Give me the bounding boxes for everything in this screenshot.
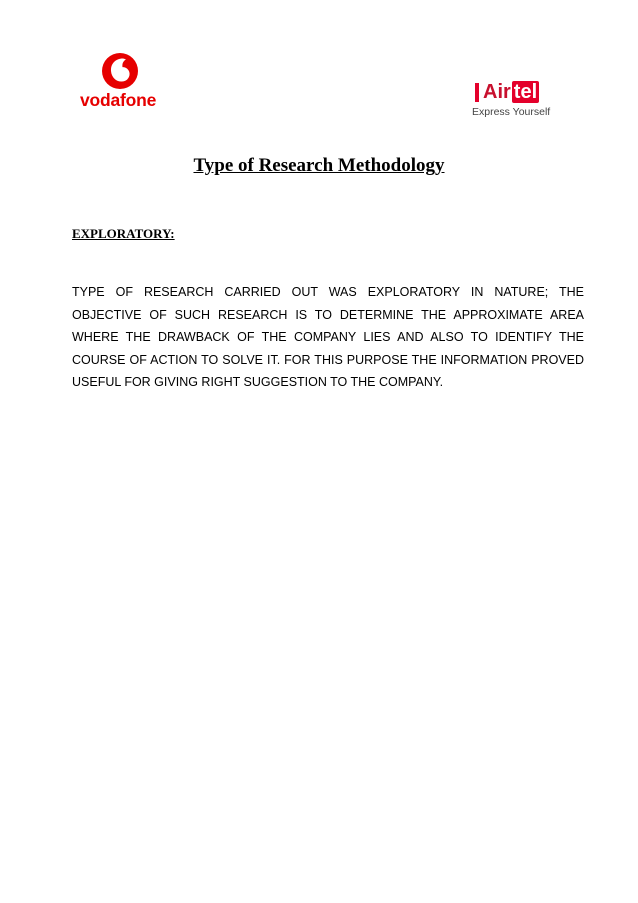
airtel-tagline: Express Yourself (472, 106, 551, 118)
airtel-logo (472, 80, 572, 124)
vodafone-speechmark-icon (80, 52, 170, 92)
airtel-bracket-icon (475, 83, 479, 102)
airtel-wordmark-tel: tel (513, 81, 538, 103)
body-paragraph: TYPE OF RESEARCH CARRIED OUT WAS EXPLORATORY IN NATURE; THE OBJECTIVE OF SUCH RESEARCH IS TO DETERMINE THE APPROXIMATE AREA WHERE THE DRAWBACK OF THE COMPANY LIES AND ALSO TO IDENTIFY THE COURSE OF ACTION TO SOLVE IT. FOR THIS PURPOSE THE INFORMATION PROVED USEFUL FOR GIVING RIGHT SUGGESTION TO THE COMPANY. (72, 285, 584, 389)
airtel-wordmark-air: Air (483, 81, 511, 103)
vodafone-logo (80, 52, 170, 114)
document-title: Type of Research Methodology (193, 155, 445, 176)
section-heading: EXPLORATORY: (72, 226, 175, 241)
vodafone-wordmark: vodafone (80, 90, 157, 110)
airtel-wordmark (482, 80, 539, 104)
